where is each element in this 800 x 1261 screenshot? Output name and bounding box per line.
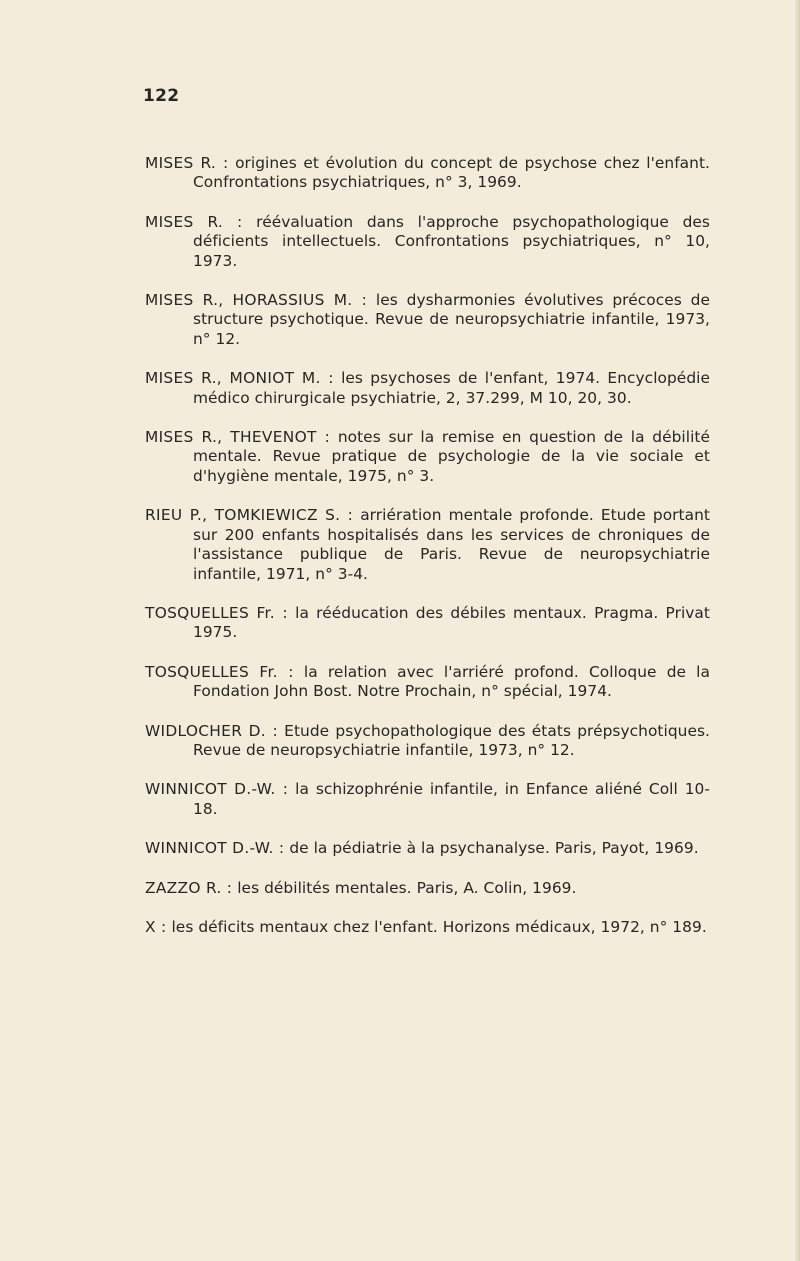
bibliography-entry [145, 722, 710, 761]
entry-text: Etude psychopathologique des états prépsychotiques. Revue de neuropsychiatrie infantile, 1973, n° 12. [193, 721, 711, 759]
entry-text: la schizophrénie infantile, in Enfance aliéné Coll 10-18. [193, 780, 710, 818]
entry-text: les déficits mentaux chez l'enfant. Horizons médicaux, 1972, n° 189. [171, 917, 707, 936]
entry-text: arriération mentale profonde. Etude portant sur 200 enfants hospitalisés dans les services de chroniques de l'assistance publique de Paris. Revue de neuropsychiatrie infantile, 1971, n° 3-4. [193, 506, 710, 583]
page-edge [795, 0, 800, 1261]
bibliography-list [145, 154, 710, 957]
entry-text: la relation avec l'arriéré profond. Colloque de la Fondation John Bost. Notre Prochain, n° spécial, 1974. [193, 662, 710, 701]
entry-text: les débilités mentales. Paris, A. Colin, 1969. [237, 878, 577, 897]
entry-author: MISES R., MONIOT M. : [145, 369, 334, 388]
bibliography-entry [145, 291, 710, 349]
bibliography-entry [145, 428, 710, 486]
entry-author: WINNICOT D.-W. : [145, 839, 285, 858]
entry-text: de la pédiatrie à la psychanalyse. Paris, Payot, 1969. [289, 839, 699, 858]
entry-author: MISES R. : [145, 212, 243, 231]
entry-author: WIDLOCHER D. : [145, 721, 278, 740]
entry-text: les dysharmonies évolutives précoces de structure psychotique. Revue de neuropsychiatrie infantile, 1973, n° 12. [193, 291, 710, 348]
bibliography-entry [145, 918, 710, 937]
bibliography-entry [145, 369, 710, 408]
page-number: 122 [143, 86, 180, 106]
entry-author: MISES R., THEVENOT : [145, 428, 331, 447]
bibliography-entry [145, 213, 710, 271]
entry-text: origines et évolution du concept de psychose chez l'enfant. Confrontations psychiatriques, n° 3, 1969. [193, 154, 710, 192]
bibliography-entry [145, 663, 710, 702]
entry-text: la rééducation des débiles mentaux. Pragma. Privat 1975. [193, 603, 710, 642]
entry-text: réévaluation dans l'approche psychopathologique des déficients intellectuels. Confrontations psychiatriques, n° 10, 1973. [193, 212, 710, 270]
entry-author: X : [145, 917, 167, 936]
bibliography-entry [145, 780, 710, 819]
bibliography-entry [145, 604, 710, 643]
entry-author: MISES R., HORASSIUS M. : [145, 291, 368, 310]
entry-author: TOSQUELLES Fr. : [145, 603, 288, 622]
entry-text: les psychoses de l'enfant, 1974. Encyclopédie médico chirurgicale psychiatrie, 2, 37.299, M 10, 20, 30. [193, 369, 710, 407]
entry-author: TOSQUELLES Fr. : [145, 662, 294, 681]
entry-author: RIEU P., TOMKIEWICZ S. : [145, 506, 354, 525]
bibliography-entry [145, 879, 710, 898]
entry-author: MISES R. : [145, 154, 229, 172]
entry-author: ZAZZO R. : [145, 878, 233, 897]
bibliography-entry [145, 506, 710, 584]
bibliography-entry [145, 154, 710, 193]
bibliography-entry [145, 839, 710, 858]
entry-text: notes sur la remise en question de la débilité mentale. Revue pratique de psychologie de la vie sociale et d'hygiène mentale, 1975, n° 3. [193, 428, 711, 485]
entry-author: WINNICOT D.-W. : [145, 780, 289, 799]
